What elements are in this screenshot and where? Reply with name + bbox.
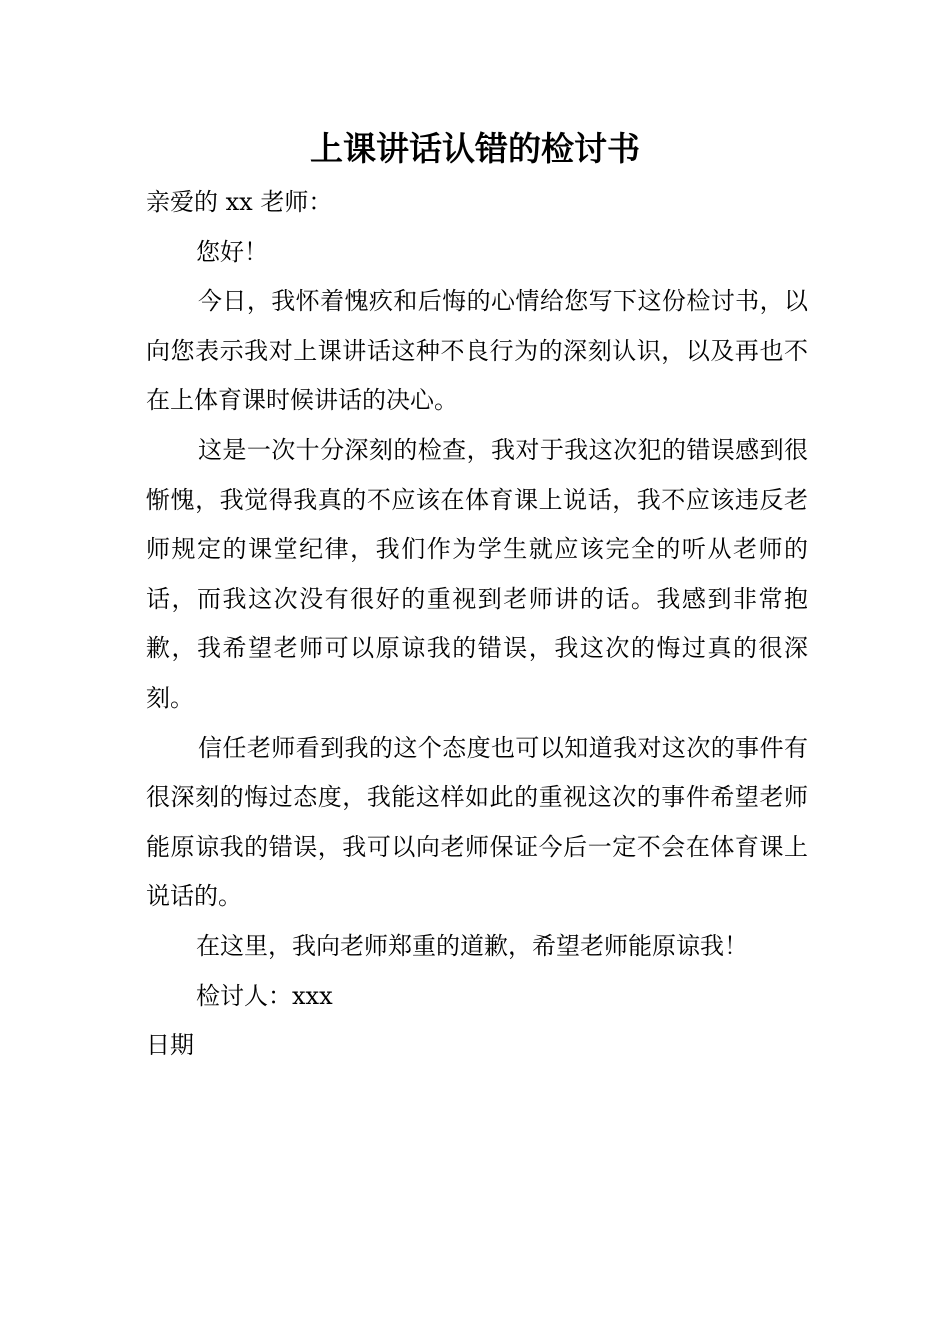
paragraph-2: 这是一次十分深刻的检查，我对于我这次犯的错误感到很惭愧，我觉得我真的不应该在体育课上说话，我不应该违反老师规定的课堂纪律，我们作为学生就应该完全的听从老师的话，而我这次没有很好的重视到老师讲的话。我感到非常抱歉，我希望老师可以原谅我的错误，我这次的悔过真的很深刻。 xyxy=(146,435,808,712)
document-title: 上课讲话认错的检讨书 xyxy=(310,129,640,168)
closing-line: 在这里，我向老师郑重的道歉，希望老师能原谅我！ xyxy=(196,931,748,960)
greeting: 您好！ xyxy=(196,237,268,266)
document-body xyxy=(146,178,808,1071)
paragraph-3: 信任老师看到我的这个态度也可以知道我对这次的事件有很深刻的悔过态度，我能这样如此的重视这次的事件希望老师能原谅我的错误，我可以向老师保证今后一定不会在体育课上说话的。 xyxy=(146,733,808,911)
date-label: 日期 xyxy=(146,1031,194,1060)
paragraph-1: 今日，我怀着愧疚和后悔的心情给您写下这份检讨书，以向您表示我对上课讲话这种不良行为的深刻认识，以及再也不在上体育课时候讲话的决心。 xyxy=(146,287,808,415)
signature: 检讨人：xxx xyxy=(196,981,333,1010)
salutation: 亲爱的 xx 老师： xyxy=(146,188,333,216)
